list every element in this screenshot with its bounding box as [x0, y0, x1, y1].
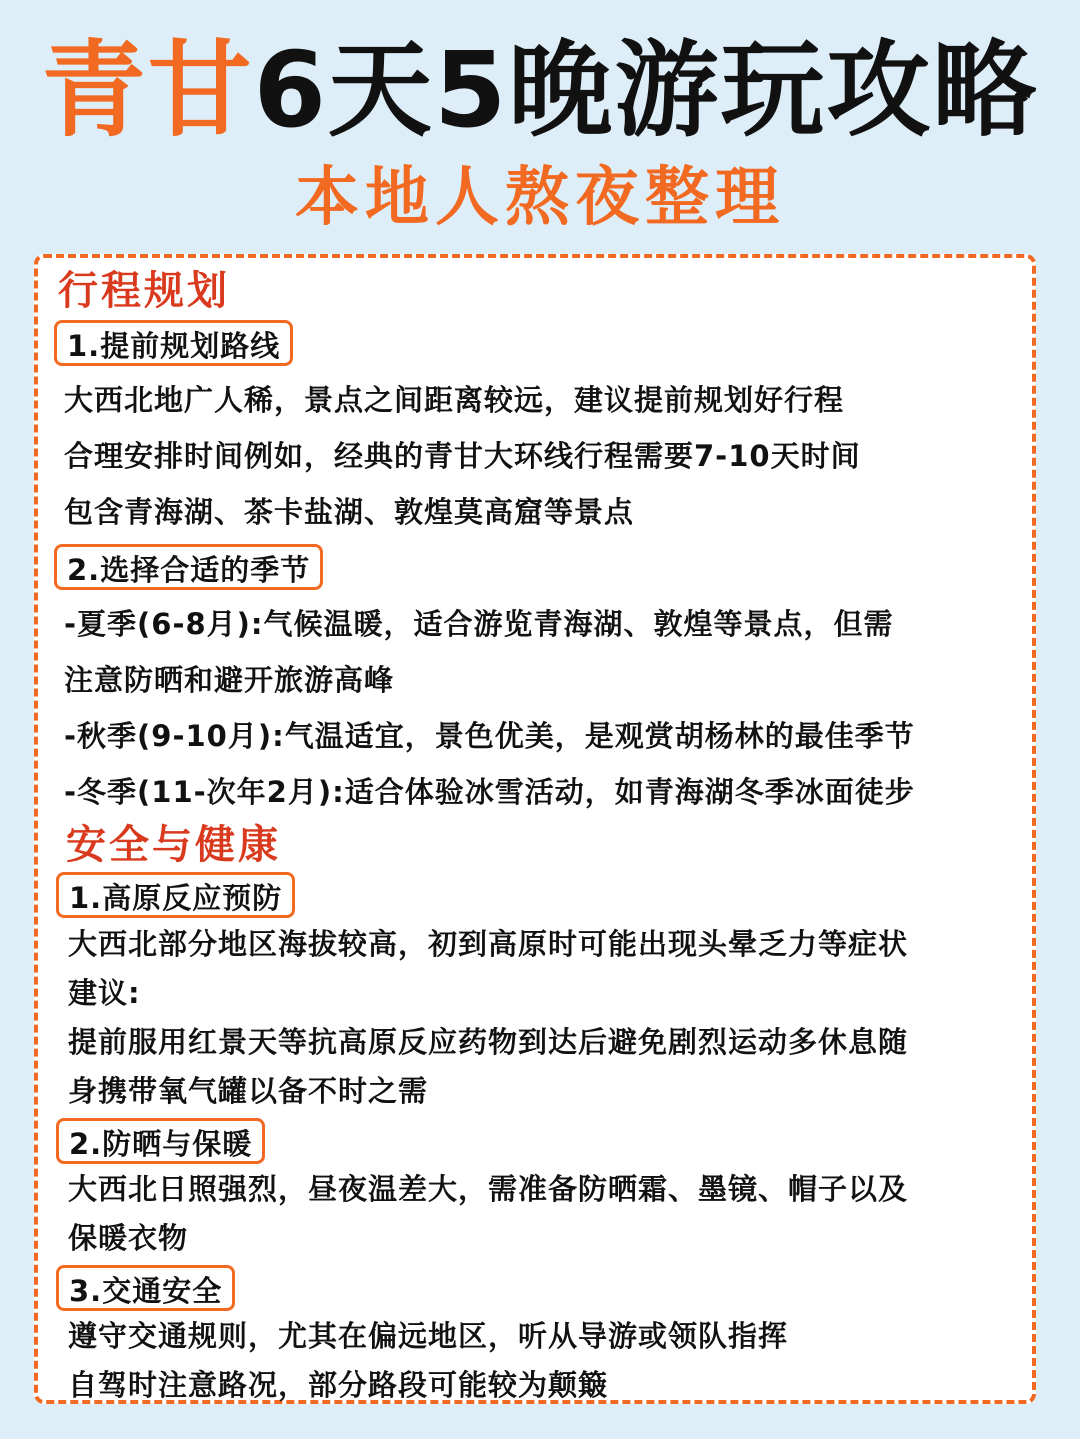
- item-tag-traffic: 3.交通安全: [56, 1265, 235, 1311]
- section-heading-safety: 安全与健康: [66, 822, 281, 868]
- body-line: 保暖衣物: [68, 1221, 189, 1255]
- body-line: -秋季(9-10月):气温适宜，景色优美，是观赏胡杨林的最佳季节: [64, 719, 915, 753]
- body-line: 遵守交通规则，尤其在偏远地区，听从导游或领队指挥: [68, 1319, 789, 1353]
- body-line: 大西北日照强烈，昼夜温差大，需准备防晒霜、墨镜、帽子以及: [68, 1172, 909, 1206]
- item-tag-season: 2.选择合适的季节: [54, 544, 323, 590]
- body-line: 大西北部分地区海拔较高，初到高原时可能出现头晕乏力等症状: [68, 927, 909, 961]
- page-title: [0, 30, 1080, 150]
- item-tag-plan-route: 1.提前规划路线: [54, 320, 293, 366]
- body-line: 包含青海湖、茶卡盐湖、敦煌莫高窟等景点: [64, 495, 635, 529]
- body-line: -夏季(6-8月):气候温暖，适合游览青海湖、敦煌等景点，但需: [64, 607, 894, 641]
- body-line: 身携带氧气罐以备不时之需: [68, 1074, 429, 1108]
- body-line: 自驾时注意路况，部分路段可能较为颠簸: [68, 1368, 609, 1402]
- body-line: 注意防晒和避开旅游高峰: [64, 663, 395, 697]
- page-subtitle: 本地人熬夜整理: [295, 161, 785, 235]
- body-line: 建议:: [68, 976, 141, 1010]
- title-main: 6天5晚游玩攻略: [253, 29, 1039, 151]
- body-line: -冬季(11-次年2月):适合体验冰雪活动，如青海湖冬季冰面徒步: [64, 775, 915, 809]
- section-heading-itinerary: 行程规划: [58, 268, 230, 314]
- body-line: 提前服用红景天等抗高原反应药物到达后避免剧烈运动多休息随: [68, 1025, 909, 1059]
- item-tag-altitude: 1.高原反应预防: [56, 872, 295, 918]
- title-highlight: 青甘: [41, 29, 254, 151]
- item-tag-sun-warmth: 2.防晒与保暖: [56, 1118, 265, 1164]
- body-line: 合理安排时间例如，经典的青甘大环线行程需要7-10天时间: [64, 439, 861, 473]
- body-line: 大西北地广人稀，景点之间距离较远，建议提前规划好行程: [64, 383, 845, 417]
